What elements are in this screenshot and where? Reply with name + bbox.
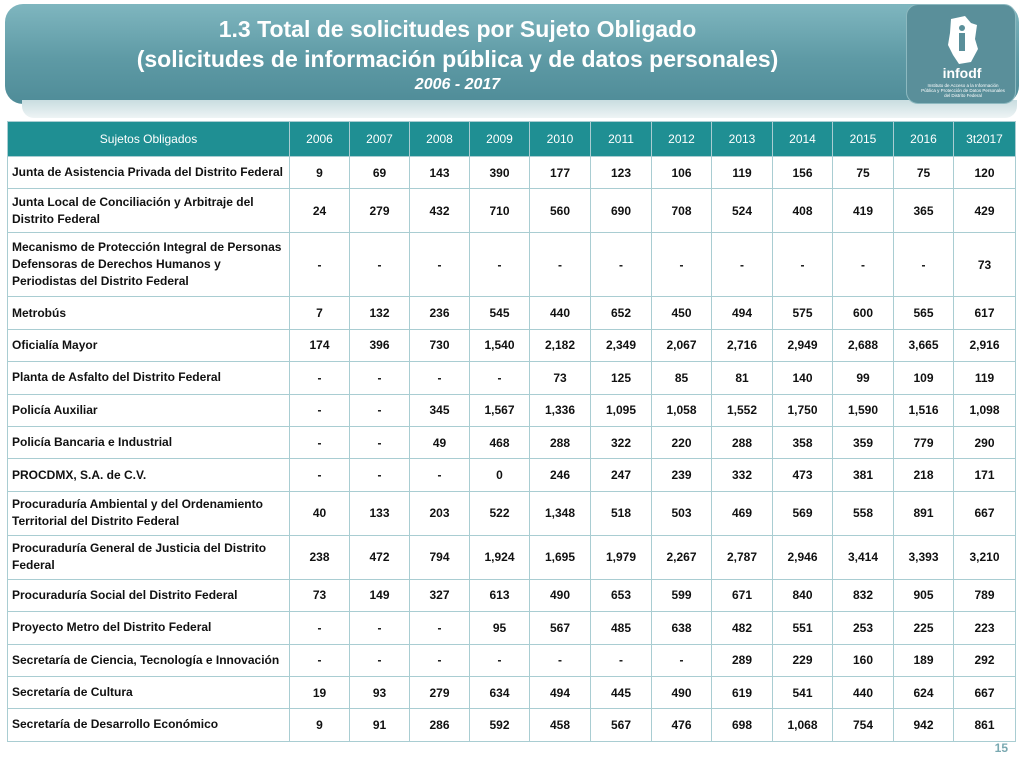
table-row [8, 535, 1016, 579]
slide-subtitle: (solicitudes de información pública y de datos personales) [136, 46, 779, 72]
value-cell: 203 [410, 491, 470, 535]
value-cell: 3,414 [833, 535, 894, 579]
value-cell: 3,393 [894, 535, 954, 579]
value-cell: 569 [773, 491, 833, 535]
value-cell: 565 [894, 297, 954, 329]
value-cell: 473 [773, 459, 833, 491]
value-cell: - [530, 644, 591, 676]
value-cell: 567 [530, 612, 591, 644]
column-header-year: 2012 [652, 122, 712, 157]
table-row [8, 676, 1016, 708]
value-cell: 125 [591, 362, 652, 394]
value-cell: 358 [773, 426, 833, 458]
value-cell: 2,716 [712, 329, 773, 361]
row-name-cell: Junta de Asistencia Privada del Distrito Federal [8, 157, 290, 189]
table-row [8, 329, 1016, 361]
row-name-cell: Junta Local de Conciliación y Arbitraje del Distrito Federal [8, 189, 290, 233]
value-cell: 322 [591, 426, 652, 458]
value-cell: 253 [833, 612, 894, 644]
value-cell: - [833, 233, 894, 297]
logo-name: infodf [942, 65, 982, 81]
row-name-cell: PROCDMX, S.A. de C.V. [8, 459, 290, 491]
value-cell: 171 [954, 459, 1016, 491]
row-name-cell: Procuraduría Ambiental y del Ordenamiento Territorial del Distrito Federal [8, 491, 290, 535]
table-row [8, 157, 1016, 189]
value-cell: 2,067 [652, 329, 712, 361]
table-row [8, 233, 1016, 297]
table-row [8, 612, 1016, 644]
value-cell: 177 [530, 157, 591, 189]
value-cell: - [350, 394, 410, 426]
value-cell: - [410, 362, 470, 394]
table-row [8, 189, 1016, 233]
value-cell: 2,949 [773, 329, 833, 361]
requests-table [7, 121, 1016, 742]
value-cell: - [470, 233, 530, 297]
value-cell: - [350, 644, 410, 676]
value-cell: 2,267 [652, 535, 712, 579]
value-cell: 458 [530, 709, 591, 741]
value-cell: 0 [470, 459, 530, 491]
value-cell: - [410, 233, 470, 297]
value-cell: 1,750 [773, 394, 833, 426]
value-cell: 485 [591, 612, 652, 644]
value-cell: - [591, 644, 652, 676]
value-cell: 220 [652, 426, 712, 458]
value-cell: 560 [530, 189, 591, 233]
value-cell: 365 [894, 189, 954, 233]
column-header-year: 2009 [470, 122, 530, 157]
table-row [8, 297, 1016, 329]
value-cell: 754 [833, 709, 894, 741]
row-name-cell: Secretaría de Cultura [8, 676, 290, 708]
value-cell: 432 [410, 189, 470, 233]
value-cell: 545 [470, 297, 530, 329]
value-cell: 551 [773, 612, 833, 644]
value-cell: 667 [954, 491, 1016, 535]
value-cell: 99 [833, 362, 894, 394]
value-cell: 624 [894, 676, 954, 708]
value-cell: 600 [833, 297, 894, 329]
value-cell: - [350, 362, 410, 394]
row-name-cell: Procuraduría General de Justicia del Distrito Federal [8, 535, 290, 579]
value-cell: 599 [652, 579, 712, 611]
value-cell: - [290, 394, 350, 426]
value-cell: 292 [954, 644, 1016, 676]
row-name-cell: Secretaría de Desarrollo Económico [8, 709, 290, 741]
value-cell: 9 [290, 709, 350, 741]
column-header-year: 2016 [894, 122, 954, 157]
value-cell: 174 [290, 329, 350, 361]
value-cell: - [652, 233, 712, 297]
value-cell: 2,182 [530, 329, 591, 361]
value-cell: 942 [894, 709, 954, 741]
table-row [8, 491, 1016, 535]
value-cell: 246 [530, 459, 591, 491]
value-cell: 156 [773, 157, 833, 189]
value-cell: - [290, 459, 350, 491]
value-cell: - [290, 612, 350, 644]
value-cell: - [652, 644, 712, 676]
value-cell: 345 [410, 394, 470, 426]
value-cell: 3,210 [954, 535, 1016, 579]
value-cell: 73 [290, 579, 350, 611]
slide-title: 1.3 Total de solicitudes por Sujeto Obligado [218, 16, 697, 42]
value-cell: 1,068 [773, 709, 833, 741]
value-cell: 494 [530, 676, 591, 708]
value-cell: 440 [530, 297, 591, 329]
table-row [8, 394, 1016, 426]
value-cell: 288 [712, 426, 773, 458]
value-cell: 730 [410, 329, 470, 361]
value-cell: 73 [530, 362, 591, 394]
value-cell: 279 [350, 189, 410, 233]
value-cell: 617 [954, 297, 1016, 329]
value-cell: 359 [833, 426, 894, 458]
value-cell: 592 [470, 709, 530, 741]
value-cell: 522 [470, 491, 530, 535]
value-cell: 619 [712, 676, 773, 708]
value-cell: 690 [591, 189, 652, 233]
value-cell: 7 [290, 297, 350, 329]
value-cell: 490 [652, 676, 712, 708]
value-cell: 119 [712, 157, 773, 189]
value-cell: 85 [652, 362, 712, 394]
value-cell: 613 [470, 579, 530, 611]
value-cell: 1,516 [894, 394, 954, 426]
value-cell: 1,695 [530, 535, 591, 579]
value-cell: 218 [894, 459, 954, 491]
value-cell: 1,058 [652, 394, 712, 426]
value-cell: 789 [954, 579, 1016, 611]
value-cell: 149 [350, 579, 410, 611]
row-name-cell: Proyecto Metro del Distrito Federal [8, 612, 290, 644]
value-cell: 698 [712, 709, 773, 741]
value-cell: 476 [652, 709, 712, 741]
value-cell: 225 [894, 612, 954, 644]
value-cell: 891 [894, 491, 954, 535]
value-cell: 279 [410, 676, 470, 708]
row-name-cell: Oficialía Mayor [8, 329, 290, 361]
value-cell: - [290, 362, 350, 394]
column-header-year: 3t2017 [954, 122, 1016, 157]
value-cell: - [591, 233, 652, 297]
value-cell: 652 [591, 297, 652, 329]
value-cell: 236 [410, 297, 470, 329]
value-cell: 73 [954, 233, 1016, 297]
row-name-cell: Procuraduría Social del Distrito Federal [8, 579, 290, 611]
value-cell: 327 [410, 579, 470, 611]
value-cell: 575 [773, 297, 833, 329]
value-cell: 708 [652, 189, 712, 233]
value-cell: - [350, 233, 410, 297]
value-cell: 445 [591, 676, 652, 708]
value-cell: 524 [712, 189, 773, 233]
column-header-name: Sujetos Obligados [8, 122, 290, 157]
value-cell: 468 [470, 426, 530, 458]
value-cell: 861 [954, 709, 1016, 741]
value-cell: 1,552 [712, 394, 773, 426]
value-cell: - [290, 233, 350, 297]
value-cell: 332 [712, 459, 773, 491]
logo-emblem-icon [945, 15, 979, 65]
value-cell: 832 [833, 579, 894, 611]
row-name-cell: Policía Auxiliar [8, 394, 290, 426]
row-name-cell: Metrobús [8, 297, 290, 329]
value-cell: 1,540 [470, 329, 530, 361]
value-cell: 288 [530, 426, 591, 458]
value-cell: 558 [833, 491, 894, 535]
value-cell: - [290, 426, 350, 458]
value-cell: 106 [652, 157, 712, 189]
value-cell: 140 [773, 362, 833, 394]
value-cell: 109 [894, 362, 954, 394]
value-cell: 9 [290, 157, 350, 189]
value-cell: 286 [410, 709, 470, 741]
slide-period: 2006 - 2017 [414, 76, 501, 93]
value-cell: 440 [833, 676, 894, 708]
value-cell: 469 [712, 491, 773, 535]
value-cell: 40 [290, 491, 350, 535]
value-cell: 132 [350, 297, 410, 329]
value-cell: 75 [833, 157, 894, 189]
value-cell: 238 [290, 535, 350, 579]
value-cell: 24 [290, 189, 350, 233]
value-cell: 123 [591, 157, 652, 189]
value-cell: 567 [591, 709, 652, 741]
value-cell: - [773, 233, 833, 297]
value-cell: 408 [773, 189, 833, 233]
row-name-cell: Planta de Asfalto del Distrito Federal [8, 362, 290, 394]
value-cell: 541 [773, 676, 833, 708]
column-header-year: 2007 [350, 122, 410, 157]
table-header-row [8, 122, 1016, 157]
value-cell: 667 [954, 676, 1016, 708]
row-name-cell: Policía Bancaria e Industrial [8, 426, 290, 458]
value-cell: 95 [470, 612, 530, 644]
value-cell: - [712, 233, 773, 297]
value-cell: 450 [652, 297, 712, 329]
value-cell: 1,348 [530, 491, 591, 535]
column-header-year: 2006 [290, 122, 350, 157]
value-cell: 671 [712, 579, 773, 611]
value-cell: - [410, 644, 470, 676]
column-header-year: 2015 [833, 122, 894, 157]
column-header-year: 2014 [773, 122, 833, 157]
value-cell: 223 [954, 612, 1016, 644]
banner-shadow [22, 100, 1017, 118]
value-cell: 19 [290, 676, 350, 708]
value-cell: 503 [652, 491, 712, 535]
value-cell: - [410, 612, 470, 644]
column-header-year: 2011 [591, 122, 652, 157]
value-cell: 93 [350, 676, 410, 708]
column-header-year: 2013 [712, 122, 773, 157]
value-cell: 494 [712, 297, 773, 329]
value-cell: 69 [350, 157, 410, 189]
value-cell: 1,095 [591, 394, 652, 426]
value-cell: - [410, 459, 470, 491]
table-row [8, 362, 1016, 394]
value-cell: 1,979 [591, 535, 652, 579]
value-cell: 81 [712, 362, 773, 394]
value-cell: 120 [954, 157, 1016, 189]
value-cell: 653 [591, 579, 652, 611]
row-name-cell: Secretaría de Ciencia, Tecnología e Innovación [8, 644, 290, 676]
value-cell: - [894, 233, 954, 297]
value-cell: 710 [470, 189, 530, 233]
infodf-logo [906, 4, 1016, 104]
value-cell: 133 [350, 491, 410, 535]
value-cell: 482 [712, 612, 773, 644]
value-cell: 490 [530, 579, 591, 611]
value-cell: 794 [410, 535, 470, 579]
logo-subtitle: Instituto de Acceso a la Información Pública y Protección de Datos Personales del Distrito Federal [921, 83, 1005, 98]
value-cell: 779 [894, 426, 954, 458]
value-cell: 1,924 [470, 535, 530, 579]
value-cell: 1,336 [530, 394, 591, 426]
value-cell: 49 [410, 426, 470, 458]
value-cell: 472 [350, 535, 410, 579]
value-cell: 396 [350, 329, 410, 361]
title-block [40, 14, 875, 96]
value-cell: 390 [470, 157, 530, 189]
page-number: 15 [994, 741, 1008, 755]
value-cell: 239 [652, 459, 712, 491]
value-cell: 419 [833, 189, 894, 233]
value-cell: 247 [591, 459, 652, 491]
table-row [8, 426, 1016, 458]
value-cell: - [350, 426, 410, 458]
value-cell: 1,098 [954, 394, 1016, 426]
value-cell: 2,787 [712, 535, 773, 579]
value-cell: 119 [954, 362, 1016, 394]
value-cell: 143 [410, 157, 470, 189]
column-header-year: 2008 [410, 122, 470, 157]
value-cell: 1,590 [833, 394, 894, 426]
table-body [8, 157, 1016, 742]
value-cell: 189 [894, 644, 954, 676]
value-cell: 518 [591, 491, 652, 535]
value-cell: 75 [894, 157, 954, 189]
value-cell: 160 [833, 644, 894, 676]
value-cell: 3,665 [894, 329, 954, 361]
table-row [8, 459, 1016, 491]
value-cell: - [350, 459, 410, 491]
value-cell: 229 [773, 644, 833, 676]
value-cell: 429 [954, 189, 1016, 233]
row-name-cell: Mecanismo de Protección Integral de Personas Defensoras de Derechos Humanos y Periodistas del Distrito Federal [8, 233, 290, 297]
value-cell: 905 [894, 579, 954, 611]
value-cell: 2,916 [954, 329, 1016, 361]
value-cell: 91 [350, 709, 410, 741]
table-row [8, 709, 1016, 741]
value-cell: 2,688 [833, 329, 894, 361]
value-cell: 1,567 [470, 394, 530, 426]
value-cell: 289 [712, 644, 773, 676]
value-cell: 638 [652, 612, 712, 644]
value-cell: 2,349 [591, 329, 652, 361]
value-cell: 634 [470, 676, 530, 708]
value-cell: - [290, 644, 350, 676]
column-header-year: 2010 [530, 122, 591, 157]
value-cell: - [530, 233, 591, 297]
table-row [8, 579, 1016, 611]
value-cell: - [350, 612, 410, 644]
value-cell: 840 [773, 579, 833, 611]
value-cell: 2,946 [773, 535, 833, 579]
table-row [8, 644, 1016, 676]
value-cell: 290 [954, 426, 1016, 458]
value-cell: - [470, 644, 530, 676]
value-cell: 381 [833, 459, 894, 491]
value-cell: - [470, 362, 530, 394]
